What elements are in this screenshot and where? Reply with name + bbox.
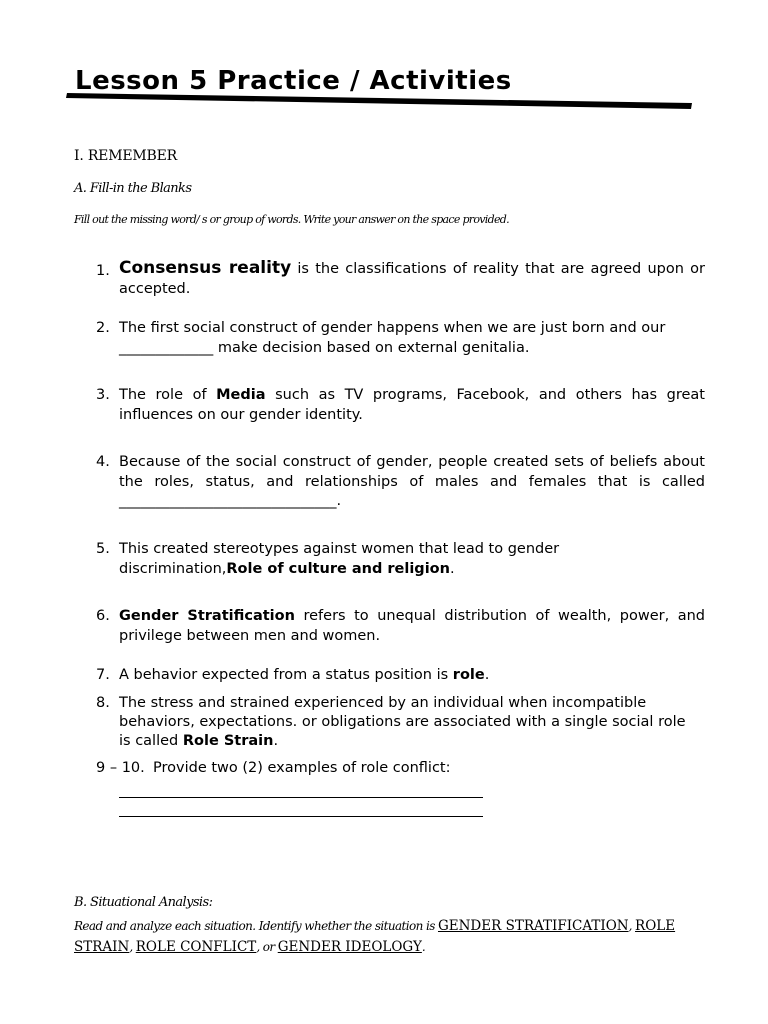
title-underline [0,0,768,120]
page-title: Lesson 5 Practice / Activities [75,66,512,96]
answer-blank-line [119,798,483,817]
item-text: The stress and strained experienced by an individual when incompatible behaviors, expectations. or obligations are associated with a single social role is called [119,695,686,749]
item-text: Provide two (2) examples of role conflict: [153,760,451,776]
item-text: is the classifications of reality that are agreed upon or accepted. [119,261,706,297]
end-punctuation: . [421,940,426,954]
item-text: The first social construct of gender happens when we are just born and our _____________ make decision based on external genitalia. [119,320,666,356]
option-gender-stratification: GENDER STRATIFICATION [437,918,629,934]
option-role-conflict: ROLE CONFLICT [135,939,257,955]
item-number: 7. [96,667,110,683]
item-text: such as TV programs, Facebook, and others has great influences on our gender identity. [119,387,705,423]
item-text: . [484,667,490,683]
item-number: 4. [96,454,110,470]
section-heading-remember: I. REMEMBER [74,148,177,164]
item-text: The role of [119,387,217,403]
item-text: refers to unequal distribution of wealth, power, and privilege between men and women. [119,608,706,644]
answer-blank-line [119,779,483,798]
item-text: . [449,560,455,577]
answer-text: Gender Stratification [119,608,295,624]
item-text: . [273,733,279,749]
answer-text: role [452,667,485,683]
instruction-text: Read and analyze each situation. Identify whether the situation is [74,919,438,933]
item-number: 2. [96,320,110,336]
item-number: 9 – 10. [96,760,145,776]
item-number: 1. [96,263,110,279]
item-text: This created stereotypes against women that lead to gender discrimination, [119,541,560,577]
separator: , [129,940,136,954]
part-b-heading: B. Situational Analysis: [74,895,213,910]
part-b-instruction [74,916,714,958]
answer-text: Role of culture and religion [226,560,450,577]
item-text: A behavior expected from a status position is [119,667,453,683]
answer-text: Role Strain [182,733,274,749]
answer-text: Consensus reality [119,258,292,278]
item-number: 3. [96,387,110,403]
option-gender-ideology: GENDER IDEOLOGY [277,939,422,955]
separator: , [628,919,636,933]
item-number: 6. [96,608,110,624]
item-text: Because of the social construct of gender, people created sets of beliefs about the roles, status, and relationships of males and females that is called ______________________________. [119,454,705,509]
separator: , or [256,940,278,954]
option-role-strain: ROLE STRAIN [74,918,676,955]
answer-text: Media [216,387,266,403]
part-a-instruction: Fill out the missing word/ s or group of words. Write your answer on the space provided. [74,213,509,226]
item-number: 5. [96,541,110,557]
part-a-heading: A. Fill-in the Blanks [74,181,192,196]
item-number: 8. [96,695,110,711]
